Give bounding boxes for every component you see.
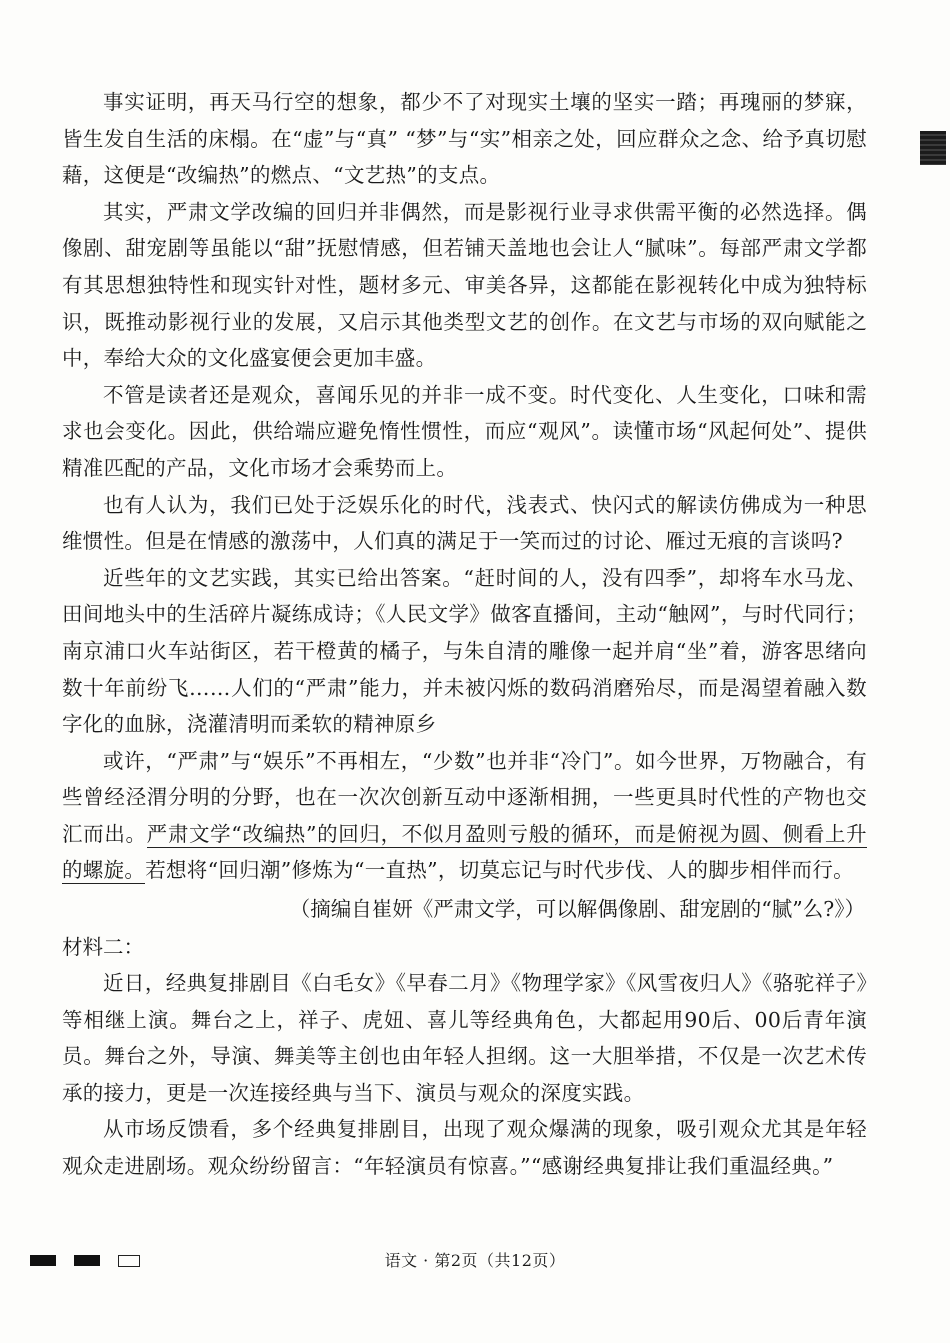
- underlined-sentence: 严肃文学“改编热”的回归，不似月盈则亏般的循环，而是俯视为圆、侧看上升的螺旋。: [62, 821, 867, 883]
- paragraph-4: 也有人认为，我们已处于泛娱乐化的时代，浅表式、快闪式的解读仿佛成为一种思维惯性。但是在情感的激荡中，人们真的满足于一笑而过的讨论、雁过无痕的言谈吗?: [62, 492, 867, 554]
- paragraph-6: [62, 743, 867, 889]
- scan-edge-mark: [920, 131, 946, 165]
- material-paragraph-2: 从市场反馈看，多个经典复排剧目，出现了观众爆满的现象，吸引观众尤其是年轻观众走进剧场。观众纷纷留言：“年轻演员有惊喜。”“感谢经典复排让我们重温经典。”: [62, 1117, 867, 1179]
- article-source: （摘编自崔妍《严肃文学，可以解偶像剧、甜宠剧的“腻”么?》）: [289, 897, 865, 922]
- article-body: [62, 84, 867, 1185]
- material-two-heading: 材料二：: [62, 935, 144, 960]
- page-footer: 语文 · 第2页（共12页）: [384, 1251, 566, 1270]
- paragraph-6-before: 或许，“严肃”与“娱乐”不再相左，“少数”也并非“冷门”。如今世界，万物融合，有些曾经泾渭分明的分野，也在一次次创新互动中逐渐相拥，一些更具时代性的产物也交汇而出。: [62, 748, 867, 846]
- material-paragraph-1: 近日，经典复排剧目《白毛女》《早春二月》《物理学家》《风雪夜归人》《骆驼祥子》等相继上演。舞台之上，祥子、虎妞、喜儿等经典角色，大都起用90后、00后青年演员。舞台之外，导演、舞美等主创也由年轻人担纲。这一大胆举措，不仅是一次艺术传承的接力，更是一次连接经典与当下、演员与观众的深度实践。: [62, 971, 867, 1105]
- paragraph-2: 其实，严肃文学改编的回归并非偶然，而是影视行业寻求供需平衡的必然选择。偶像剧、甜宠剧等虽能以“甜”抚慰情感，但若铺天盖地也会让人“腻味”。每部严肃文学都有其思想独特性和现实针对性，题材多元、审美各异，这都能在影视转化中成为独特标识，既推动影视行业的发展，又启示其他类型文艺的创作。在文艺与市场的双向赋能之中，奉给大众的文化盛宴便会更加丰盛。: [62, 199, 867, 371]
- paragraph-3: 不管是读者还是观众，喜闻乐见的并非一成不变。时代变化、人生变化，口味和需求也会变化。因此，供给端应避免惰性惯性，而应“观风”。读懂市场“风起何处”、提供精准匹配的产品，文化市场才会乘势而上。: [62, 382, 867, 480]
- paragraph-5: 近些年的文艺实践，其实已给出答案。“赶时间的人，没有四季”，却将车水马龙、田间地头中的生活碎片凝练成诗；《人民文学》做客直播间，主动“触网”，与时代同行；南京浦口火车站街区，若干橙黄的橘子，与朱自清的雕像一起并肩“坐”着，游客思绪向数十年前纷飞……人们的“严肃”能力，并未被闪烁的数码消磨殆尽，而是渴望着融入数字化的血脉，浇灌清明而柔软的精神原乡: [62, 565, 867, 737]
- paragraph-1: 事实证明，再天马行空的想象，都少不了对现实土壤的坚实一踏；再瑰丽的梦寐，皆生发自生活的床榻。在“虚”与“真” “梦”与“实”相亲之处，回应群众之念、给予真切慰藉，这便是“改编热”的燃点、“文艺热”的支点。: [62, 90, 867, 188]
- paragraph-6-after: 若想将“回归潮”修炼为“一直热”，切莫忘记与时代步伐、人的脚步相伴而行。: [145, 858, 854, 883]
